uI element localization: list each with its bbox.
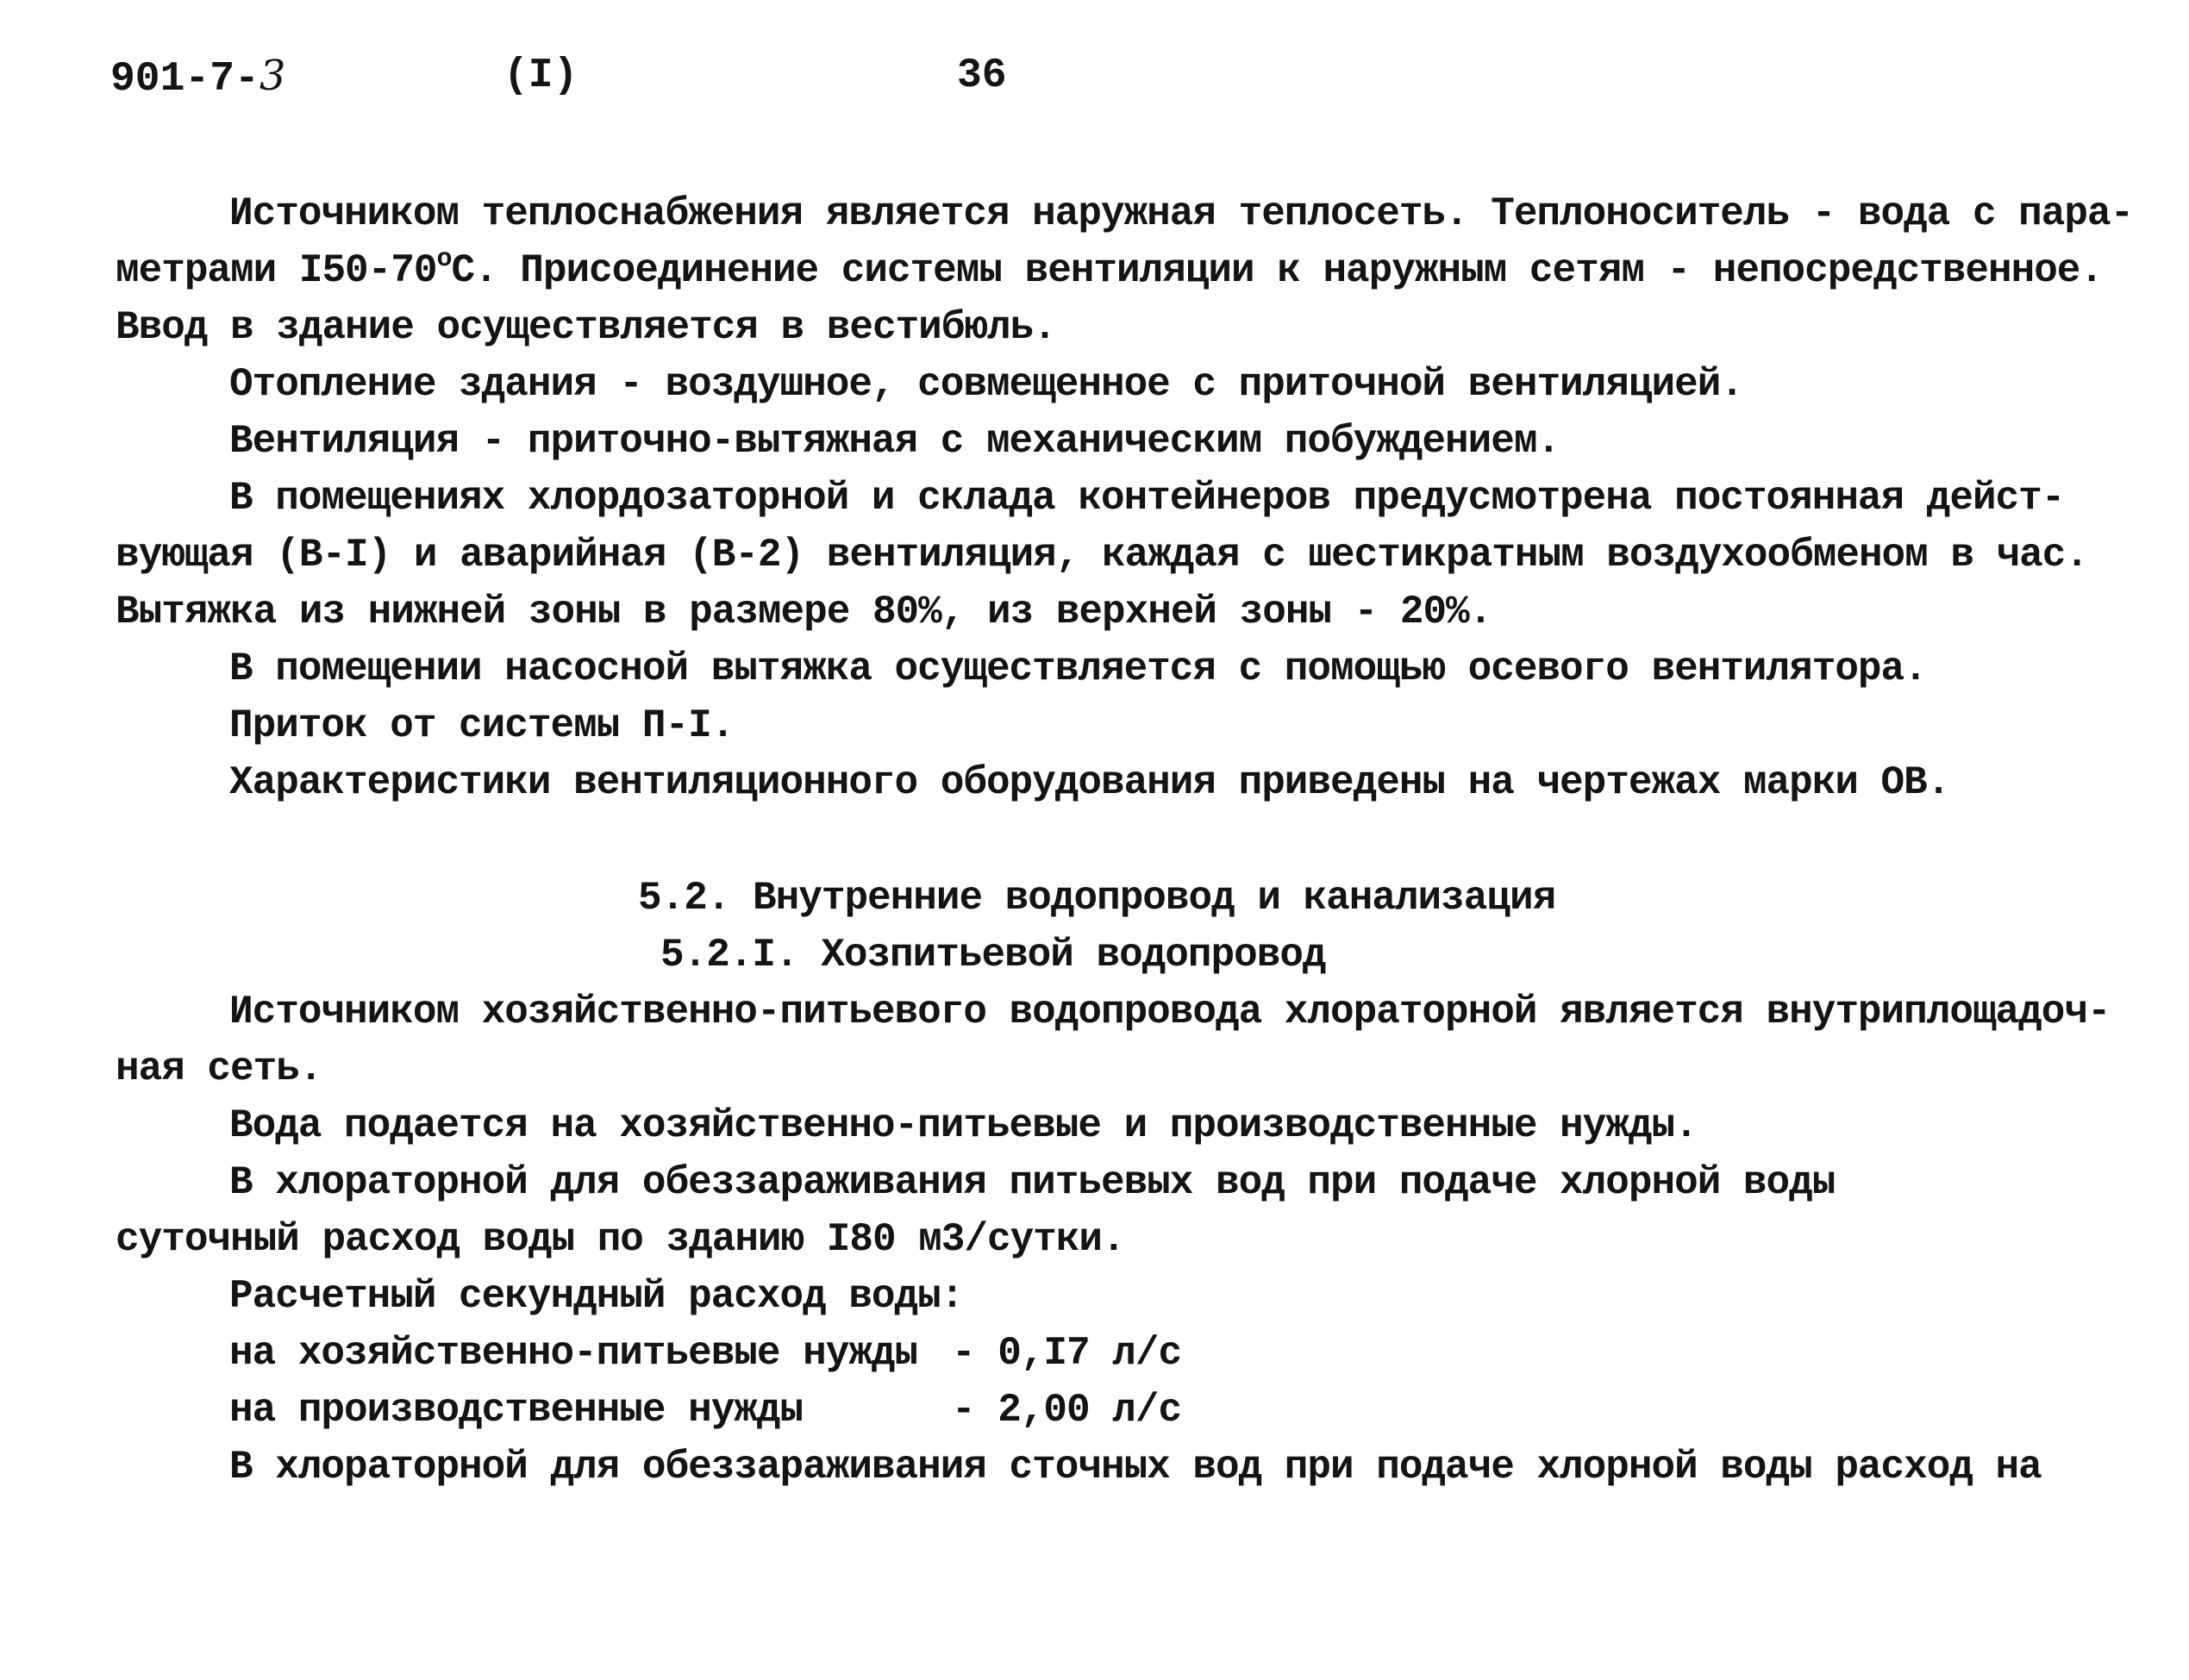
- paragraph-inflow: Приток от системы П-I.: [229, 703, 735, 748]
- paragraph-water-supply: Вода подается на хозяйственно-питьевые и производственные нужды.: [229, 1103, 1698, 1148]
- paragraph-equipment: Характеристики вентиляционного оборудования приведены на чертежах марки ОВ.: [229, 760, 1950, 805]
- paragraph-water-source-line-2: ная сеть.: [116, 1046, 322, 1091]
- paragraph-daily-consumption-line-1: В хлораторной для обеззараживания питьевых вод при подаче хлорной воды: [229, 1160, 1836, 1205]
- paragraph-heating: Отопление здания - воздушное, совмещенное с приточной вентиляцией.: [229, 362, 1743, 407]
- paragraph-heat-supply-line-3: Ввод в здание осуществляется в вестибюль.: [116, 305, 1056, 350]
- paragraph-heat-supply-line-2: [116, 245, 2103, 301]
- document-code-printed: 901-7-: [110, 56, 260, 103]
- paragraph-design-flow: Расчетный секундный расход воды:: [229, 1274, 964, 1319]
- flow-row-value: - 0,I7 л/с: [952, 1331, 1182, 1376]
- paragraph-heat-supply-line-1: Источником теплоснабжения является наружная теплосеть. Теплоноситель - вода с пара-: [229, 191, 2134, 236]
- paragraph-ventilation: Вентиляция - приточно-вытяжная с механическим побуждением.: [229, 419, 1560, 464]
- flow-row-value: - 2,00 л/с: [952, 1388, 1182, 1433]
- document-code: [110, 50, 285, 105]
- document-code-handwritten: 3: [259, 52, 286, 100]
- subsection-heading: 5.2.I. Хозпитьевой водопровод: [660, 933, 1326, 977]
- paragraph-rooms-line-3: Вытяжка из нижней зоны в размере 80%, из верхней зоны - 20%.: [116, 590, 1492, 634]
- section-heading: 5.2. Внутренние водопровод и канализация: [638, 876, 1556, 921]
- flow-row-label: на хозяйственно-питьевые нужды: [229, 1331, 918, 1376]
- document-section-number: (I): [503, 53, 579, 99]
- heat-supply-line-2-end: С. Присоединение системы вентиляции к наружным сетям - непосредственное.: [451, 248, 2104, 293]
- page-number: 36: [957, 53, 1007, 99]
- paragraph-rooms-line-1: В помещениях хлордозаторной и склада контейнеров предусмотрена постоянная дейст-: [229, 476, 2065, 521]
- degree-mark: о: [436, 245, 452, 274]
- paragraph-wastewater: В хлораторной для обеззараживания сточных вод при подаче хлорной воды расход на: [229, 1445, 2042, 1490]
- paragraph-daily-consumption-line-2: суточный расход воды по зданию I80 м3/сутки.: [116, 1217, 1125, 1262]
- paragraph-water-source-line-1: Источником хозяйственно-питьевого водопровода хлораторной является внутриплощадоч-: [229, 990, 2111, 1034]
- heat-supply-line-2-start: метрами I50-70: [116, 248, 437, 293]
- flow-row-label: на производственные нужды: [229, 1388, 804, 1433]
- paragraph-pump-room: В помещении насосной вытяжка осуществляется с помощью осевого вентилятора.: [229, 646, 1927, 691]
- paragraph-rooms-line-2: вующая (В-I) и аварийная (В-2) вентиляция, каждая с шестикратным воздухообменом в час.: [116, 533, 2088, 578]
